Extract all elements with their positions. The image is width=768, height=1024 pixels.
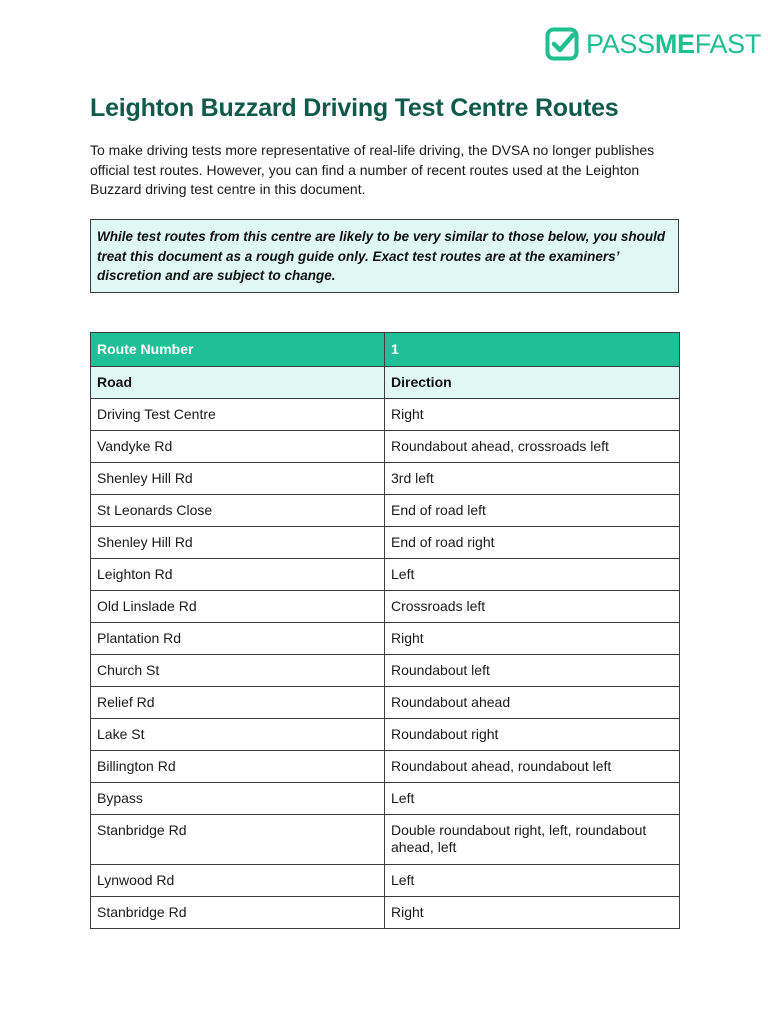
road-cell: Stanbridge Rd [91,815,385,865]
table-row [91,527,680,559]
road-cell: Leighton Rd [91,559,385,591]
direction-cell: Right [385,623,680,655]
logo-text-me: ME [654,29,695,59]
logo-text-fast: FAST [694,29,762,59]
direction-cell: Right [385,399,680,431]
route-number-value: 1 [385,333,680,367]
direction-cell: Roundabout ahead, roundabout left [385,751,680,783]
direction-cell: Left [385,865,680,897]
table-row [91,495,680,527]
direction-cell: Left [385,559,680,591]
table-row [91,751,680,783]
direction-cell: Roundabout ahead, crossroads left [385,431,680,463]
road-cell: Lake St [91,719,385,751]
direction-cell: End of road right [385,527,680,559]
road-cell: Church St [91,655,385,687]
logo-wordmark [586,27,761,61]
table-row [91,655,680,687]
checkbox-check-icon [545,27,579,61]
road-cell: Driving Test Centre [91,399,385,431]
intro-paragraph: To make driving tests more representative of real-life driving, the DVSA no longer publishes official test routes. However, you can find a number of recent routes used at the Leighton Buzzard driving test centre in this document. [90,142,655,197]
table-row [91,559,680,591]
route-table [90,332,680,929]
table-row [91,399,680,431]
table-row [91,783,680,815]
road-cell: Lynwood Rd [91,865,385,897]
direction-cell: Crossroads left [385,591,680,623]
direction-cell: Roundabout ahead [385,687,680,719]
direction-cell: 3rd left [385,463,680,495]
column-header-direction: Direction [385,367,680,399]
direction-cell: Double roundabout right, left, roundabout ahead, left [385,815,680,865]
table-row [91,815,680,865]
road-cell: Bypass [91,783,385,815]
table-row [91,463,680,495]
table-row [91,687,680,719]
road-cell: St Leonards Close [91,495,385,527]
route-number-row [91,333,680,367]
road-cell: Old Linslade Rd [91,591,385,623]
road-cell: Stanbridge Rd [91,897,385,929]
table-row [91,591,680,623]
table-row [91,431,680,463]
disclaimer-notice: While test routes from this centre are likely to be very similar to those below, you should treat this document as a rough guide only. Exact test routes are at the examiners’ discretion and are subject to change. [90,219,679,293]
road-cell: Relief Rd [91,687,385,719]
table-row [91,719,680,751]
column-header-row [91,367,680,399]
page-title: Leighton Buzzard Driving Test Centre Routes [90,94,619,122]
route-number-label: Route Number [91,333,385,367]
direction-cell: Right [385,897,680,929]
direction-cell: Left [385,783,680,815]
road-cell: Vandyke Rd [91,431,385,463]
passmefast-logo [545,27,761,61]
table-row [91,623,680,655]
road-cell: Shenley Hill Rd [91,463,385,495]
table-row [91,897,680,929]
logo-text-pass: PASS [586,29,655,59]
direction-cell: Roundabout right [385,719,680,751]
direction-cell: Roundabout left [385,655,680,687]
table-row [91,865,680,897]
direction-cell: End of road left [385,495,680,527]
road-cell: Plantation Rd [91,623,385,655]
road-cell: Shenley Hill Rd [91,527,385,559]
road-cell: Billington Rd [91,751,385,783]
column-header-road: Road [91,367,385,399]
